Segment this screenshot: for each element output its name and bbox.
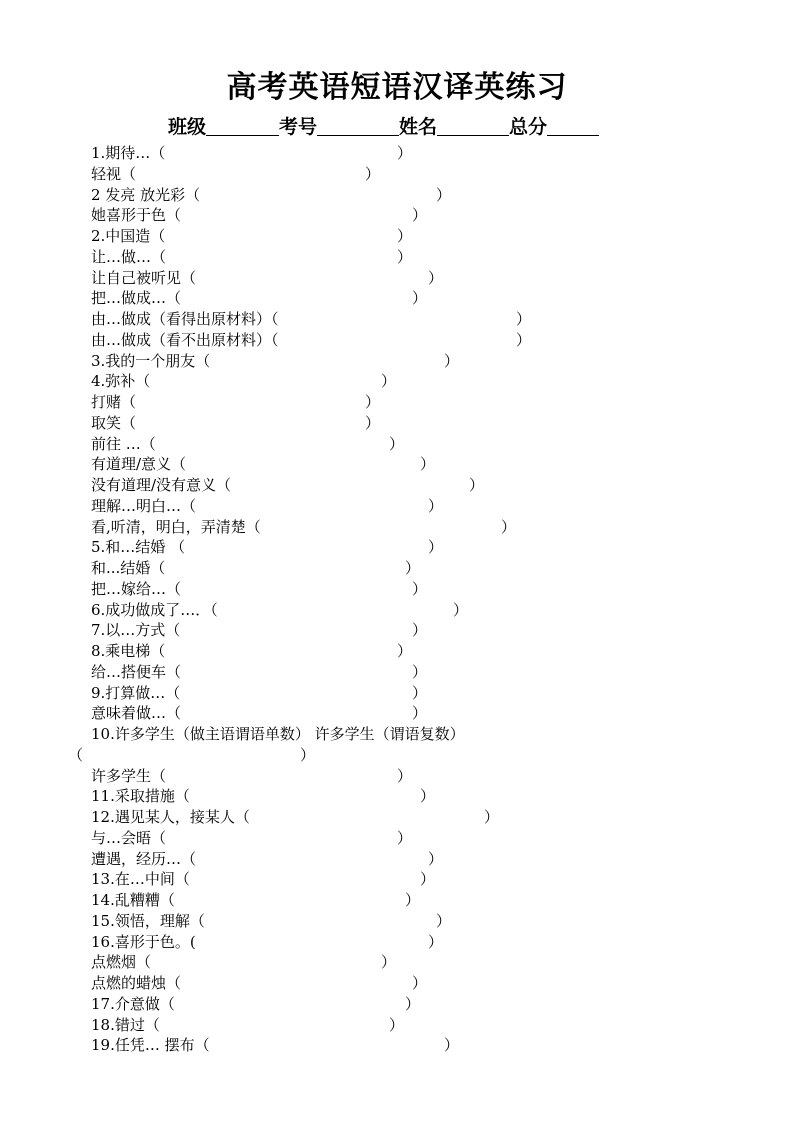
page-title: 高考英语短语汉译英练习 (226, 70, 568, 105)
answer-close-paren: ） (397, 144, 413, 162)
answer-close-paren: ） (516, 330, 532, 349)
exercise-item (0, 662, 794, 683)
answer-close-paren: ） (412, 579, 428, 598)
exercise-item (0, 890, 794, 911)
exercise-prompt: 看,听清，明白，弄清楚（ (91, 517, 261, 536)
exercise-prompt: 6.成功做成了…．（ (91, 600, 218, 619)
exercise-item (0, 911, 794, 932)
score-label: 总分 (509, 116, 548, 138)
answer-close-paren: ） (397, 247, 413, 266)
exercise-item (0, 330, 794, 351)
exercise-prompt: 18.错过（ (91, 1015, 160, 1034)
exercise-item (0, 185, 794, 206)
exercise-item (0, 745, 794, 766)
exercise-prompt: 1.期待…（ (91, 144, 166, 162)
exercise-item (0, 869, 794, 890)
exercise-item (0, 766, 794, 787)
answer-close-paren: ） (420, 455, 436, 474)
exercise-item (0, 475, 794, 496)
answer-close-paren: ） (412, 974, 428, 992)
exercise-prompt: 3.我的一个朋友（ (91, 351, 211, 370)
exercise-prompt: 遭遇，经历…（ (91, 849, 197, 868)
answer-close-paren: ） (428, 268, 444, 287)
answer-close-paren: ） (365, 393, 381, 411)
exercise-item (0, 371, 794, 392)
exercise-item (0, 164, 794, 185)
exercise-item (0, 268, 794, 289)
exercise-prompt: 和...结婚（ (91, 559, 166, 577)
exercise-prompt: 打赌（ (91, 393, 137, 411)
answer-close-paren: ） (420, 787, 436, 806)
answer-close-paren: ） (397, 642, 413, 660)
exercise-item (0, 724, 794, 745)
exercise-item (0, 600, 794, 621)
exercise-item (0, 413, 794, 434)
exercise-prompt: 让…做…（ (91, 247, 167, 266)
exercise-prompt: 由…做成（看得出原材料）（ (91, 310, 279, 328)
exercise-item (0, 143, 794, 164)
answer-close-paren: ） (412, 662, 428, 681)
exercise-prompt: 前往 …（ (91, 434, 156, 453)
answer-close-paren: ） (444, 1036, 460, 1055)
exercise-item (0, 807, 794, 828)
class-blank[interactable] (206, 115, 279, 136)
answer-close-paren: ） (444, 351, 460, 370)
exercise-prompt: 没有道理/没有意义（ (91, 476, 232, 494)
answer-close-paren: ） (397, 766, 413, 785)
exercise-prompt: 许多学生（ (91, 766, 167, 785)
name-blank[interactable] (437, 115, 509, 136)
exercise-item (0, 392, 794, 413)
exercise-list (0, 143, 794, 1056)
exercise-prompt: 她喜形于色（ (91, 206, 182, 225)
answer-close-paren: ） (405, 891, 421, 909)
exercise-prompt: 给…搭便车（ (91, 662, 182, 681)
exercise-item (0, 828, 794, 849)
answer-close-paren: ） (365, 413, 381, 432)
exam-no-label: 考号 (279, 116, 318, 138)
exercise-item (0, 849, 794, 870)
answer-close-paren: ） (381, 953, 397, 972)
exercise-item (0, 579, 794, 600)
answer-close-paren: ） (397, 227, 413, 245)
answer-close-paren: ） (412, 621, 428, 640)
exercise-prompt: 11.采取措施（ (91, 787, 190, 806)
answer-close-paren: ） (453, 600, 469, 619)
answer-close-paren: ） (516, 310, 532, 328)
exercise-prompt: 点燃烟（ (91, 953, 152, 972)
exercise-prompt: 14.乱糟糟（ (91, 891, 175, 909)
answer-close-paren: ） (420, 870, 436, 889)
exercise-item (0, 641, 794, 662)
exercise-prompt: 10.许多学生（做主语谓语单数） 许多学生（谓语复数） (91, 725, 465, 743)
answer-close-paren: ） (428, 932, 444, 951)
exercise-item (0, 952, 794, 973)
exercise-item (0, 994, 794, 1015)
exercise-prompt: 把…做成…（ (91, 289, 182, 308)
exercise-item (0, 309, 794, 330)
exercise-prompt: 由…做成（看不出原材料）（ (91, 330, 279, 349)
exam-no-blank[interactable] (317, 115, 399, 136)
exercise-prompt: 4.弥补（ (91, 372, 151, 391)
exercise-item (0, 786, 794, 807)
exercise-prompt: 15.领悟，理解（ (91, 911, 205, 930)
answer-close-paren: ） (484, 808, 500, 826)
answer-close-paren: ） (469, 476, 485, 494)
class-label: 班级 (168, 116, 207, 138)
exercise-prompt: 意味着做…（ (91, 704, 182, 723)
answer-close-paren: ） (428, 496, 444, 515)
answer-close-paren: ） (436, 185, 452, 204)
exercise-item (0, 517, 794, 538)
exercise-item (0, 247, 794, 268)
exercise-item (0, 454, 794, 475)
exercise-prompt: 19.任凭… 摆布（ (91, 1036, 210, 1055)
exercise-item (0, 288, 794, 309)
answer-close-paren: ） (300, 745, 316, 764)
exercise-prompt: 2 发亮 放光彩（ (91, 185, 201, 204)
exercise-item (0, 1015, 794, 1036)
answer-close-paren: ） (428, 538, 444, 557)
exercise-prompt: 理解…明白…（ (91, 496, 197, 515)
exercise-prompt: 7.以…方式（ (91, 621, 181, 640)
student-info-row (168, 112, 599, 139)
exercise-prompt: 5.和…结婚 （ (91, 538, 186, 557)
exercise-item (0, 351, 794, 372)
exercise-item (0, 703, 794, 724)
answer-close-paren: ） (428, 849, 444, 868)
answer-close-paren: ） (436, 911, 452, 930)
answer-close-paren: ） (412, 683, 428, 702)
answer-close-paren: ） (412, 704, 428, 723)
exercise-prompt: 把…嫁给…（ (91, 579, 182, 598)
answer-close-paren: ） (405, 559, 421, 577)
answer-close-paren: ） (381, 372, 397, 391)
exercise-item (0, 496, 794, 517)
answer-close-paren: ） (412, 289, 428, 308)
score-blank[interactable] (547, 115, 599, 136)
exercise-item (0, 683, 794, 704)
exercise-prompt: 点燃的蜡烛（ (91, 974, 182, 992)
answer-close-paren: ） (501, 517, 517, 536)
answer-close-paren: ） (389, 434, 405, 453)
answer-close-paren: ） (365, 164, 381, 183)
exercise-item (0, 932, 794, 953)
answer-close-paren: ） (389, 1015, 405, 1034)
answer-close-paren: ） (405, 994, 421, 1013)
exercise-prompt: 有道理/意义（ (91, 455, 187, 474)
exercise-prompt: 取笑（ (91, 413, 137, 432)
answer-close-paren: ） (397, 828, 413, 847)
exercise-prompt: （ (68, 745, 84, 764)
exercise-prompt: 8.乘电梯（ (91, 642, 166, 660)
exercise-prompt: 16.喜形于色。( (91, 932, 196, 951)
exercise-prompt: 17.介意做（ (91, 994, 175, 1013)
exercise-item (0, 205, 794, 226)
exercise-item (0, 620, 794, 641)
name-label: 姓名 (399, 116, 438, 138)
exercise-item (0, 434, 794, 455)
exercise-item (0, 973, 794, 994)
exercise-item (0, 537, 794, 558)
exercise-item (0, 1035, 794, 1056)
exercise-prompt: 2.中国造（ (91, 227, 166, 245)
exercise-prompt: 轻视（ (91, 164, 137, 183)
exercise-item (0, 226, 794, 247)
exercise-prompt: 让自己被听见（ (91, 268, 197, 287)
exercise-item (0, 558, 794, 579)
exercise-prompt: 9.打算做…（ (91, 683, 181, 702)
exercise-prompt: 12.遇见某人，接某人（ (91, 808, 250, 826)
answer-close-paren: ） (412, 206, 428, 225)
exercise-prompt: 13.在…中间（ (91, 870, 190, 889)
exercise-prompt: 与…会晤（ (91, 828, 167, 847)
